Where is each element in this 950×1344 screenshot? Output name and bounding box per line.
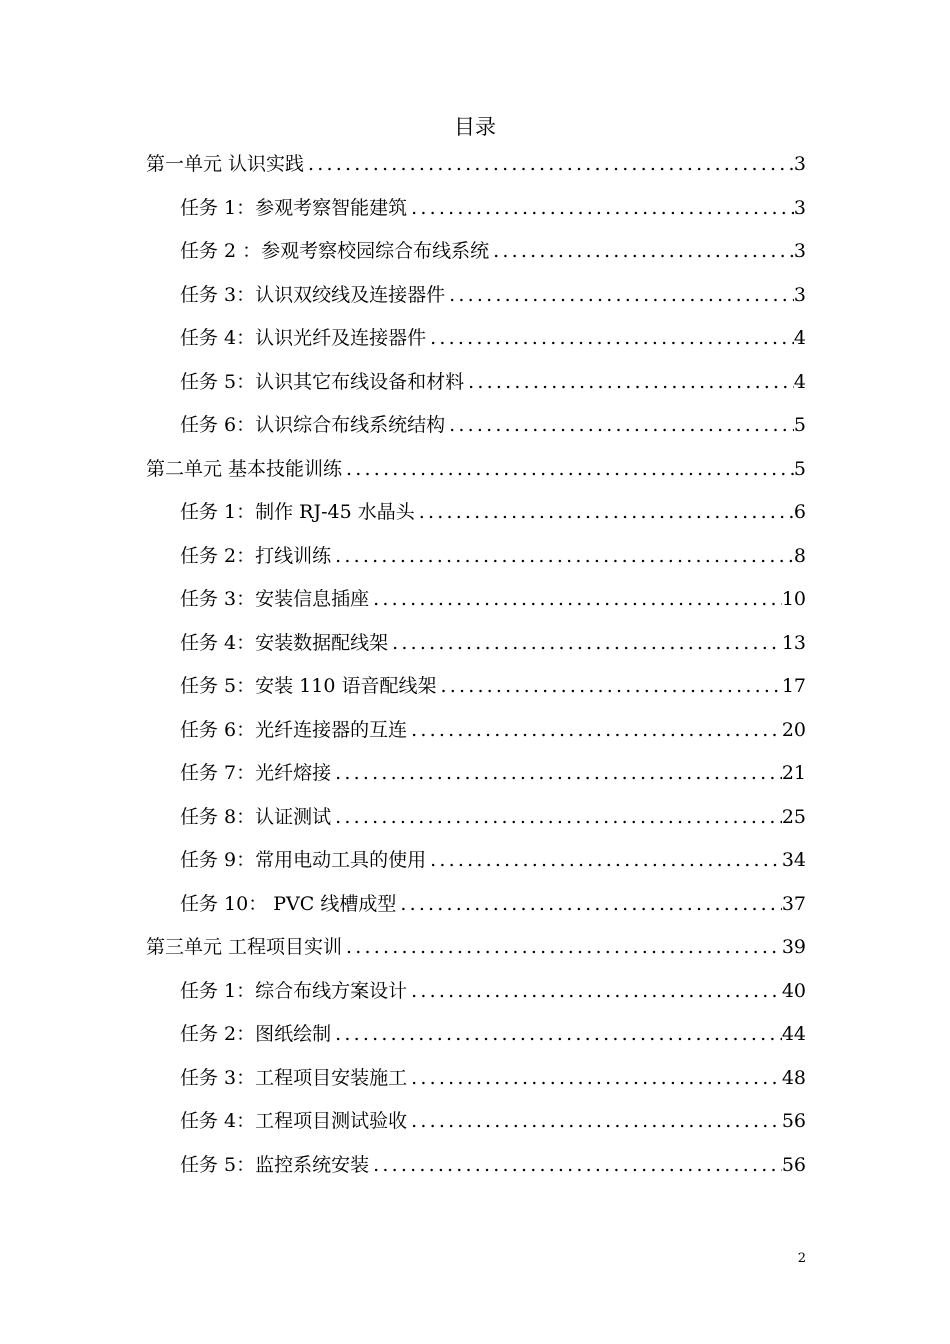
toc-entry-page: 39	[781, 936, 806, 958]
toc-title: 目录	[454, 115, 496, 139]
toc-dot-leader	[407, 1065, 782, 1091]
toc-task-entry[interactable]	[180, 539, 806, 569]
toc-entry-label: 任务 5：监控系统安装	[180, 1153, 370, 1176]
toc-entry-page: 25	[781, 805, 806, 828]
toc-task-entry[interactable]	[180, 1104, 806, 1134]
toc-entry-page: 13	[781, 631, 806, 654]
toc-entry-label: 任务 3：工程项目安装施工	[180, 1066, 408, 1089]
toc-dot-leader	[407, 717, 782, 743]
toc-dot-leader	[369, 1152, 782, 1178]
toc-dot-leader	[342, 456, 794, 482]
toc-entry-label: 任务 6：认识综合布线系统结构	[180, 414, 446, 436]
toc-task-entry[interactable]	[180, 713, 806, 743]
toc-dot-leader	[445, 282, 794, 308]
toc-entry-page: 17	[781, 675, 806, 697]
toc-entry-page: 4	[793, 370, 806, 393]
toc-dot-leader	[415, 499, 794, 525]
toc-task-entry[interactable]	[180, 887, 806, 917]
toc-entry-label: 任务 3：安装信息插座	[180, 588, 370, 610]
toc-entry-label: 任务 7：光纤熔接	[180, 762, 332, 784]
toc-task-entry[interactable]	[180, 974, 806, 1004]
toc-entry-page: 40	[781, 979, 806, 1002]
toc-dot-leader	[489, 238, 794, 264]
toc-dot-leader	[304, 151, 794, 177]
toc-entry-label: 任务 5：认识其它布线设备和材料	[180, 370, 465, 393]
toc-dot-leader	[445, 412, 794, 438]
toc-task-entry[interactable]	[180, 1148, 806, 1178]
toc-dot-leader	[396, 891, 781, 917]
toc-entry-label: 任务 8：认证测试	[180, 805, 332, 828]
toc-entry-label: 第三单元 工程项目实训	[146, 936, 343, 958]
toc-entry-label: 任务 1：制作 RJ-45 水晶头	[180, 501, 415, 523]
toc-task-entry[interactable]	[180, 1061, 806, 1091]
toc-entry-page: 3	[793, 240, 806, 262]
toc-task-entry[interactable]	[180, 669, 806, 699]
toc-dot-leader	[407, 195, 794, 221]
toc-task-entry[interactable]	[180, 756, 806, 786]
toc-task-entry[interactable]	[180, 1017, 806, 1047]
toc-unit-entry[interactable]	[146, 452, 806, 482]
toc-entry-label: 任务 1：综合布线方案设计	[180, 979, 408, 1002]
toc-task-entry[interactable]	[180, 278, 806, 308]
toc-entry-page: 37	[781, 892, 806, 915]
toc-dot-leader	[369, 586, 782, 612]
toc-task-entry[interactable]	[180, 191, 806, 221]
toc-task-entry[interactable]	[180, 495, 806, 525]
toc-dot-leader	[464, 369, 794, 395]
toc-task-entry[interactable]	[180, 800, 806, 830]
toc-entry-page: 3	[793, 196, 806, 219]
toc-entry-label: 任务 4：安装数据配线架	[180, 631, 389, 654]
toc-entry-label: 任务 5：安装 110 语音配线架	[180, 675, 437, 697]
toc-entry-page: 4	[793, 327, 806, 349]
toc-entry-page: 10	[781, 588, 806, 610]
toc-entry-label: 任务 10： PVC 线槽成型	[180, 892, 397, 915]
toc-entry-page: 34	[781, 849, 806, 871]
toc-entry-label: 任务 9：常用电动工具的使用	[180, 849, 427, 871]
toc-dot-leader	[331, 543, 794, 569]
toc-entry-label: 任务 4：认识光纤及连接器件	[180, 327, 427, 349]
toc-entry-page: 3	[793, 153, 806, 175]
toc-dot-leader	[331, 1021, 782, 1047]
toc-entry-page: 20	[781, 718, 806, 741]
toc-unit-entry[interactable]	[146, 930, 806, 960]
toc-dot-leader	[426, 325, 794, 351]
toc-entry-page: 8	[793, 544, 806, 567]
toc-dot-leader	[436, 673, 781, 699]
toc-entry-label: 任务 6：光纤连接器的互连	[180, 718, 408, 741]
toc-entry-page: 56	[781, 1110, 806, 1132]
toc-task-entry[interactable]	[180, 582, 806, 612]
toc-task-entry[interactable]	[180, 234, 806, 264]
toc-entry-label: 任务 2 ：参观考察校园综合布线系统	[180, 240, 490, 262]
toc-entry-label: 第二单元 基本技能训练	[146, 457, 343, 480]
toc-dot-leader	[331, 760, 782, 786]
toc-dot-leader	[342, 934, 782, 960]
toc-dot-leader	[426, 847, 782, 873]
toc-entry-label: 任务 2：图纸绘制	[180, 1023, 332, 1045]
toc-entry-page: 56	[781, 1153, 806, 1176]
toc-entry-page: 6	[793, 501, 806, 523]
toc-task-entry[interactable]	[180, 365, 806, 395]
toc-task-entry[interactable]	[180, 321, 806, 351]
toc-entry-page: 5	[793, 414, 806, 436]
toc-entry-page: 3	[793, 283, 806, 306]
toc-dot-leader	[331, 804, 782, 830]
toc-unit-entry[interactable]	[146, 147, 806, 177]
toc-entry-page: 48	[781, 1066, 806, 1089]
toc-task-entry[interactable]	[180, 843, 806, 873]
toc-dot-leader	[407, 978, 782, 1004]
toc-entry-label: 任务 3：认识双绞线及连接器件	[180, 283, 446, 306]
toc-entry-label: 任务 2：打线训练	[180, 544, 332, 567]
toc-task-entry[interactable]	[180, 408, 806, 438]
toc-entry-page: 5	[793, 457, 806, 480]
toc-dot-leader	[388, 630, 782, 656]
toc-task-entry[interactable]	[180, 626, 806, 656]
page-number: 2	[797, 1251, 806, 1266]
toc-dot-leader	[407, 1108, 782, 1134]
toc-entry-label: 第一单元 认识实践	[146, 153, 305, 175]
toc-entry-label: 任务 4：工程项目测试验收	[180, 1110, 408, 1132]
toc-entry-page: 21	[781, 762, 806, 784]
toc-entry-page: 44	[781, 1023, 806, 1045]
toc-entry-label: 任务 1：参观考察智能建筑	[180, 196, 408, 219]
